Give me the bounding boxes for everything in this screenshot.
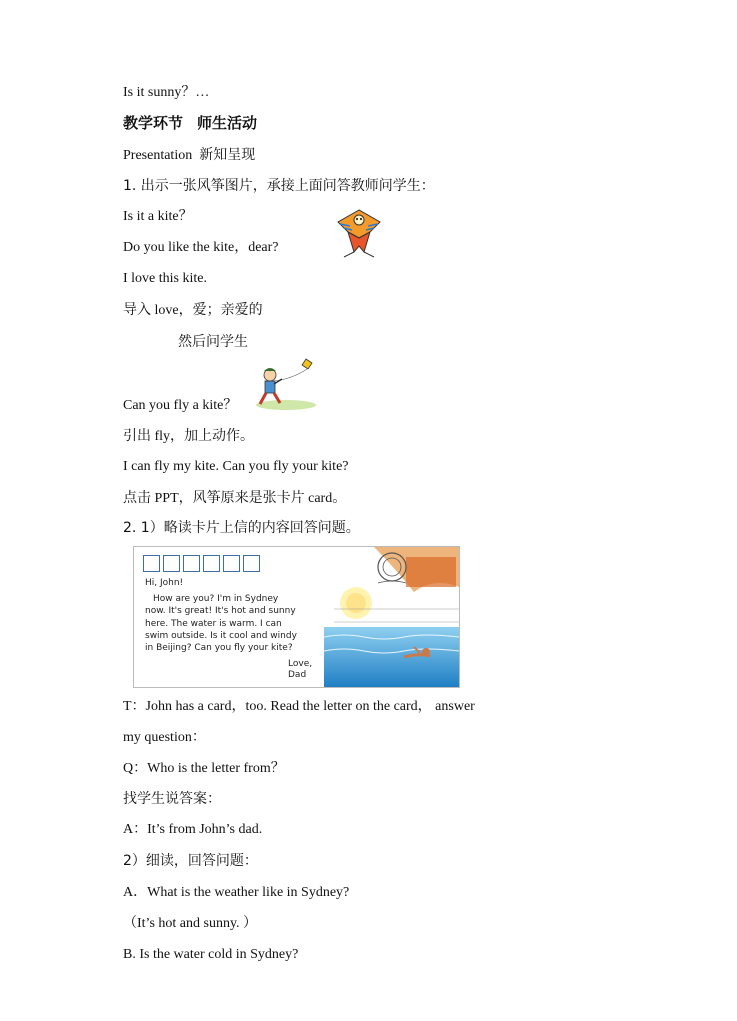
line-do-you-like: Do you like the kite，dear?	[123, 240, 279, 255]
line-find-student: 找学生说答案：	[123, 791, 221, 807]
postcard-image	[133, 546, 460, 688]
line-close-read: 2）细读，回答问题：	[123, 853, 258, 869]
presentation-zh: 新知呈现	[199, 147, 256, 163]
line-answer-dad: A：It’s from John’s dad.	[123, 822, 263, 837]
line-is-it-a-kite: Is it a kite？	[123, 209, 193, 224]
postcode-boxes	[143, 555, 260, 572]
line-teacher-instruction: T：John has a card，too. Read the letter on the card， answer	[123, 699, 475, 714]
letter-line: in Beijing? Can you fly your kite?	[145, 643, 293, 654]
postcode-box	[223, 555, 240, 572]
sydney-beach-illustration	[324, 547, 459, 687]
step-2-skim: 2. 1）略读卡片上信的内容回答问题。	[123, 520, 360, 536]
section-heading	[123, 114, 257, 132]
line-my-question: my question：	[123, 730, 206, 745]
postcode-box	[203, 555, 220, 572]
line-i-love: I love this kite.	[123, 271, 207, 286]
line-then-ask: 然后问学生	[178, 334, 248, 350]
postcode-box	[243, 555, 260, 572]
letter-closing: Love,	[288, 659, 313, 669]
line-question-who: Q：Who is the letter from？	[123, 761, 285, 776]
line-is-it-sunny: Is it sunny？…	[123, 85, 210, 100]
letter-line: now. It's great! It's hot and sunny	[145, 606, 296, 617]
postcode-box	[163, 555, 180, 572]
line-i-can-fly: I can fly my kite. Can you fly your kite?	[123, 459, 349, 474]
line-answer-hot-sunny: （It’s hot and sunny. ）	[123, 916, 258, 931]
letter-text	[145, 577, 297, 654]
letter-signature: Dad	[288, 670, 307, 680]
letter-line: here. The water is warm. I can	[145, 618, 282, 629]
heading-teaching-step: 教学环节	[123, 114, 184, 132]
step-1: 1. 出示一张风筝图片，承接上面问答教师问学生：	[123, 178, 435, 194]
line-intro-love: 导入 love，爱；亲爱的	[123, 302, 263, 318]
postcode-box	[183, 555, 200, 572]
child-flying-kite-picture	[252, 357, 316, 412]
line-can-you-fly: Can you fly a kite？	[123, 398, 238, 413]
heading-activity: 师生活动	[197, 114, 258, 132]
letter-line: How are you? I'm in Sydney	[153, 594, 279, 605]
postcode-box	[143, 555, 160, 572]
line-question-weather: A．What is the weather like in Sydney?	[123, 885, 350, 900]
letter-greeting: Hi, John!	[145, 578, 184, 588]
kite-picture	[334, 208, 384, 258]
line-question-water: B. Is the water cold in Sydney?	[123, 947, 299, 962]
presentation-line	[123, 146, 255, 165]
letter-line: swim outside. Is it cool and windy	[145, 630, 297, 641]
letter-signoff	[288, 659, 312, 681]
line-click-ppt: 点击 PPT，风筝原来是张卡片 card。	[123, 490, 347, 506]
presentation-en: Presentation	[123, 148, 193, 163]
line-intro-fly: 引出 fly，加上动作。	[123, 428, 255, 444]
